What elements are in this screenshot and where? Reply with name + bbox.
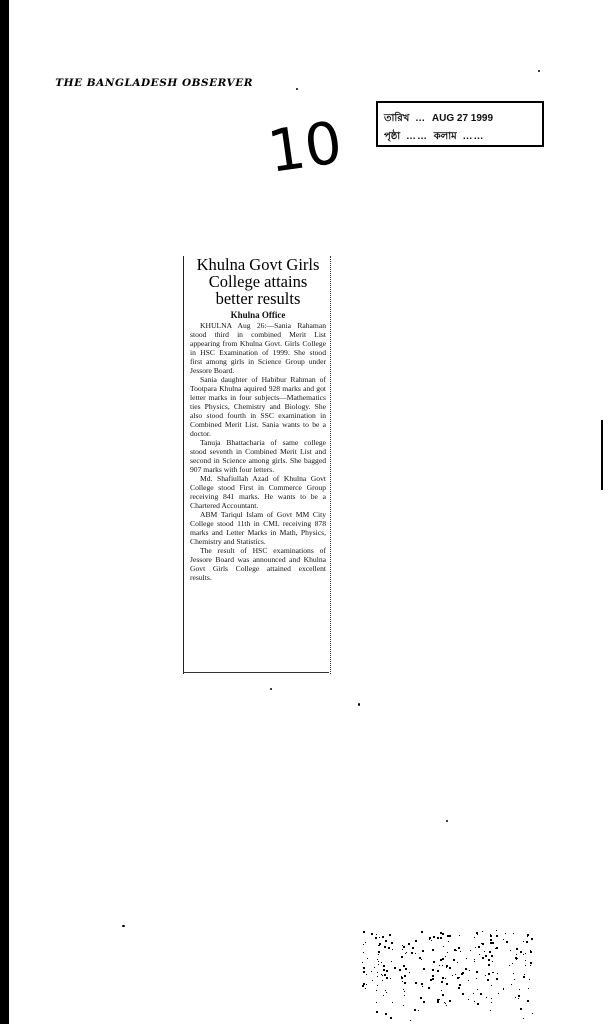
scan-noise-dot <box>458 947 460 949</box>
scan-noise-region <box>362 930 537 1024</box>
stamp-date-row: তারিখ … AUG 27 1999 <box>384 113 494 124</box>
scan-noise-dot <box>433 936 435 938</box>
scan-noise-dot <box>410 1020 411 1021</box>
scan-noise-dot <box>459 984 461 986</box>
scan-noise-dot <box>378 951 380 953</box>
scan-noise-dot <box>445 1003 446 1004</box>
scan-noise-dot <box>519 989 520 990</box>
scan-noise-dot <box>488 959 490 961</box>
scan-noise-dot <box>513 973 514 974</box>
scan-noise-dot <box>448 941 449 942</box>
scan-noise-dot <box>372 980 373 981</box>
scan-noise-dot <box>366 974 367 975</box>
scan-noise-dot <box>527 1000 529 1002</box>
stamp-column-label: কলাম <box>433 131 457 142</box>
scan-noise-dot <box>466 958 467 959</box>
scan-noise-dot <box>505 933 506 934</box>
stamp-page-label: পৃষ্ঠা <box>384 131 401 142</box>
scan-noise-dot <box>525 953 526 954</box>
scan-noise-dot <box>379 945 380 946</box>
scan-noise-dot <box>516 948 518 950</box>
scan-noise-dot <box>401 956 403 958</box>
scan-noise-dot <box>442 977 444 979</box>
scan-noise-dot <box>503 939 504 940</box>
scan-noise-dot <box>516 954 517 955</box>
scan-noise-dot <box>421 959 422 960</box>
scan-noise-dot <box>528 988 529 989</box>
scan-noise-dot <box>520 951 522 953</box>
scan-noise-dot <box>453 959 455 961</box>
scan-noise-dot <box>376 990 377 991</box>
scan-noise-dot <box>362 962 363 963</box>
scan-noise-dot <box>497 973 498 974</box>
scan-noise-dot <box>484 951 485 952</box>
scan-noise-dot <box>488 964 490 966</box>
scan-speck <box>538 70 540 72</box>
scan-noise-dot <box>447 952 448 953</box>
headline-line: College attains <box>208 272 308 291</box>
scan-noise-dot <box>422 950 424 952</box>
scan-noise-dot <box>443 946 444 947</box>
scan-noise-dot <box>474 1001 475 1002</box>
clipping-bottom-edge <box>183 672 329 673</box>
scan-noise-dot <box>378 964 379 965</box>
scan-noise-dot <box>441 981 443 983</box>
scan-noise-dot <box>491 985 492 986</box>
scan-noise-dot <box>530 950 531 951</box>
scan-noise-dot <box>474 959 475 960</box>
scan-noise-dot <box>402 949 403 950</box>
scan-noise-dot <box>523 954 524 955</box>
scan-noise-dot <box>513 933 514 934</box>
scan-noise-dot <box>391 942 393 944</box>
scan-noise-dot <box>386 977 388 979</box>
scan-noise-dot <box>476 971 478 973</box>
scan-noise-dot <box>422 986 423 987</box>
scan-noise-dot <box>456 950 457 951</box>
scan-noise-dot <box>477 1003 479 1005</box>
scan-noise-dot <box>445 978 446 979</box>
scan-noise-dot <box>402 981 403 982</box>
scan-noise-dot <box>523 1018 524 1019</box>
scan-noise-dot <box>374 967 375 968</box>
scan-noise-dot <box>403 1005 404 1006</box>
headline-line: better results <box>215 289 301 308</box>
scan-noise-dot <box>420 997 422 999</box>
scan-noise-dot <box>449 967 451 969</box>
scan-noise-dot <box>496 947 498 949</box>
scan-noise-dot <box>391 961 392 962</box>
scan-noise-dot <box>449 935 451 937</box>
scan-noise-dot <box>482 931 483 932</box>
scan-noise-dot <box>363 971 365 973</box>
scan-noise-dot <box>509 965 510 966</box>
scan-noise-dot <box>382 936 384 938</box>
scan-noise-dot <box>414 1009 416 1011</box>
scan-noise-dot <box>405 968 407 970</box>
scan-noise-dot <box>469 970 470 971</box>
scan-noise-dot <box>480 993 482 995</box>
scan-noise-dot <box>432 949 434 951</box>
scan-noise-dot <box>523 976 525 978</box>
scan-noise-dot <box>418 1010 419 1011</box>
scan-noise-dot <box>376 1011 378 1013</box>
scan-noise-dot <box>388 947 390 949</box>
scan-noise-dot <box>475 947 476 948</box>
scan-noise-dot <box>490 1010 491 1011</box>
scan-noise-dot <box>466 969 467 970</box>
scan-speck <box>270 688 272 690</box>
scan-noise-dot <box>428 987 430 989</box>
scan-noise-dot <box>365 942 366 943</box>
scan-noise-dot <box>442 933 444 935</box>
scan-noise-dot <box>415 953 416 954</box>
scan-noise-dot <box>487 979 489 981</box>
scan-noise-dot <box>376 934 377 935</box>
scan-noise-dot <box>529 979 530 980</box>
scan-noise-dot <box>530 962 532 964</box>
scan-noise-dot <box>387 971 388 972</box>
scan-noise-dot <box>377 985 378 986</box>
stamp-date-label: তারিখ <box>384 113 410 124</box>
scan-noise-dot <box>446 1005 447 1006</box>
scan-noise-dot <box>459 935 460 936</box>
scan-noise-dot <box>515 957 517 959</box>
scan-noise-dot <box>491 998 492 999</box>
scan-noise-dot <box>363 967 365 969</box>
scan-noise-dot <box>485 955 487 957</box>
scan-noise-dot <box>530 965 531 966</box>
scan-noise-dot <box>412 947 414 949</box>
scan-noise-dot <box>381 962 382 963</box>
scan-noise-dot <box>514 979 515 980</box>
scan-noise-dot <box>525 960 526 961</box>
scan-noise-dot <box>444 1002 445 1003</box>
article-paragraph: KHULNA Aug 26:—Sania Rahaman stood third in combined Merit List appearing from Khulna Govt. Girls College in HSC Examination of 1999. She stood first among girls in Science Group under Jessore Board. <box>190 321 326 375</box>
scan-noise-dot <box>365 988 366 989</box>
scan-noise-dot <box>421 931 423 933</box>
scan-noise-dot <box>476 978 477 979</box>
scan-noise-dot <box>432 969 434 971</box>
scan-noise-dot <box>485 975 486 976</box>
scan-noise-dot <box>491 1002 492 1003</box>
scan-noise-dot <box>532 1013 533 1014</box>
scan-noise-dot <box>530 951 532 953</box>
scan-noise-dot <box>430 979 432 981</box>
scan-noise-dot <box>489 951 491 953</box>
scan-noise-dot <box>511 984 512 985</box>
scan-noise-dot <box>457 962 458 963</box>
scan-noise-dot <box>437 937 439 939</box>
scan-noise-dot <box>383 965 385 967</box>
scan-noise-dot <box>474 937 475 938</box>
newspaper-masthead: THE BANGLADESH OBSERVER <box>55 78 253 89</box>
scan-noise-dot <box>526 941 528 943</box>
scan-noise-dot <box>371 933 373 935</box>
scan-noise-dot <box>362 985 364 987</box>
scan-noise-dot <box>383 969 385 971</box>
scan-noise-dot <box>492 942 494 944</box>
scan-noise-dot <box>462 972 464 974</box>
scan-noise-dot <box>400 969 401 970</box>
scan-noise-dot <box>386 992 387 993</box>
scan-noise-dot <box>423 968 425 970</box>
scan-noise-dot <box>431 940 432 941</box>
scan-speck <box>296 88 298 90</box>
scan-noise-dot <box>446 983 448 985</box>
scan-noise-dot <box>482 943 484 945</box>
scan-noise-dot <box>371 971 372 972</box>
scan-noise-dot <box>518 995 520 997</box>
date-stamp <box>376 101 544 147</box>
scan-noise-dot <box>437 970 439 972</box>
scan-noise-dot <box>433 961 435 963</box>
scan-noise-dot <box>479 954 480 955</box>
scan-noise-dot <box>496 935 498 937</box>
scan-noise-dot <box>404 975 406 977</box>
scan-noise-dot <box>429 937 431 939</box>
scan-noise-dot <box>515 997 516 998</box>
scan-noise-dot <box>486 997 487 998</box>
article-paragraph: Sania daughter of Habibur Rahman of Tootpara Khulna aquired 928 marks and got letter marks in four subjects—Mathematics ties Physics, Chemistry and Biology. She also stood fourth in SSC examination in Combined Merit List. Sania wants to be a doctor. <box>190 375 326 438</box>
scan-noise-dot <box>404 982 406 984</box>
scan-noise-dot <box>439 965 440 966</box>
scan-noise-dot <box>510 950 511 951</box>
scan-noise-dot <box>440 937 441 938</box>
scan-noise-dot <box>404 991 405 992</box>
scan-noise-dot <box>437 1001 439 1003</box>
scan-noise-dot <box>382 975 383 976</box>
scan-noise-dot <box>520 1008 522 1010</box>
scan-noise-dot <box>385 990 386 991</box>
scan-speck <box>122 925 125 927</box>
scan-noise-dot <box>406 952 407 953</box>
scan-noise-dot <box>493 972 494 973</box>
scan-noise-dot <box>363 952 364 953</box>
scan-noise-dot <box>496 978 498 980</box>
scan-noise-dot <box>408 943 410 945</box>
scan-noise-dot <box>378 954 379 955</box>
stamp-date-value: AUG 27 1999 <box>431 113 494 124</box>
scan-noise-dot <box>462 993 464 995</box>
scan-noise-dot <box>468 999 469 1000</box>
article-paragraph: ABM Tariqul Islam of Govt MM City College stood 11th in CML receiving 878 marks and Letter Marks in Math, Physics, Chemistry and Statistics. <box>190 510 326 546</box>
scan-noise-dot <box>496 930 497 931</box>
scan-noise-dot <box>379 937 380 938</box>
scan-noise-dot <box>376 1002 377 1003</box>
scan-noise-dot <box>488 973 490 975</box>
scan-noise-dot <box>491 955 493 957</box>
scan-noise-dot <box>470 950 471 951</box>
scan-noise-dot <box>404 995 405 996</box>
scan-noise-dot <box>432 978 434 980</box>
scan-noise-dot <box>384 946 386 948</box>
article-paragraph: The result of HSC examinations of Jessore Board was announced and Khulna Govt Girls College attained excellent results. <box>190 546 326 582</box>
scan-noise-dot <box>454 949 456 951</box>
scan-noise-dot <box>503 988 504 989</box>
scan-noise-dot <box>442 994 444 996</box>
handwritten-file-number: 10 <box>263 108 347 186</box>
scan-noise-dot <box>377 972 378 973</box>
scan-noise-dot <box>377 976 378 977</box>
scan-noise-dot <box>477 989 478 990</box>
scan-noise-dot <box>474 961 475 962</box>
scan-noise-dot <box>441 990 442 991</box>
news-clipping <box>183 256 331 674</box>
scan-noise-dot <box>512 963 513 964</box>
article-byline: Khulna Office <box>230 310 286 320</box>
scan-noise-dot <box>468 980 469 981</box>
article-paragraph: Tanuja Bhattacharia of same college stood seventh in Combined Merit List and second in Science among girls. She bagged 907 marks with four letters. <box>190 438 326 474</box>
scan-noise-dot <box>382 980 383 981</box>
scan-speck <box>358 703 360 706</box>
scan-noise-dot <box>490 935 492 937</box>
scan-noise-dot <box>390 978 391 979</box>
scan-noise-dot <box>401 976 402 977</box>
scan-noise-dot <box>378 961 379 962</box>
scan-noise-dot <box>455 974 456 975</box>
scan-noise-dot <box>363 983 365 985</box>
scan-noise-dot <box>518 998 519 999</box>
scan-noise-dot <box>403 989 404 990</box>
scan-noise-dot <box>389 934 391 936</box>
scan-noise-dot <box>478 946 480 948</box>
scan-noise-dot <box>527 936 528 937</box>
scan-noise-dot <box>492 961 493 962</box>
scan-noise-dot <box>379 943 381 945</box>
scan-noise-dot <box>531 938 533 940</box>
scan-noise-dot <box>366 984 367 985</box>
scan-noise-dot <box>492 972 493 973</box>
scan-noise-dot <box>394 967 396 969</box>
scan-noise-dot <box>460 951 461 952</box>
scan-noise-dot <box>506 941 508 943</box>
scan-noise-dot <box>473 993 474 994</box>
scan-noise-dot <box>409 972 410 973</box>
scan-noise-dot <box>415 940 417 942</box>
scan-noise-dot <box>503 989 504 990</box>
scan-noise-dot <box>385 940 387 942</box>
scan-noise-dot <box>392 949 393 950</box>
scan-noise-dot <box>411 952 413 954</box>
scan-noise-dot <box>363 931 365 933</box>
scan-noise-dot <box>423 1001 425 1003</box>
scan-noise-dot <box>403 946 405 948</box>
article-headline <box>190 256 326 307</box>
scan-noise-dot <box>449 1000 451 1002</box>
headline-line: Khulna Govt Girls <box>196 255 320 274</box>
scan-noise-dot <box>445 956 446 957</box>
article-paragraph: Md. Shafiullah Azad of Khulna Govt College stood First in Commerce Group receiving 841 marks. He wants to be a Chartered Accountant. <box>190 474 326 510</box>
scan-noise-dot <box>432 975 434 977</box>
scan-noise-dot <box>415 982 417 984</box>
scan-noise-dot <box>442 958 444 960</box>
scan-noise-dot <box>421 983 423 985</box>
scan-noise-dot <box>442 965 443 966</box>
stamp-page-row: পৃষ্ঠা …… কলাম …… <box>384 131 485 142</box>
scan-noise-dot <box>525 965 526 966</box>
scan-speck <box>446 820 448 822</box>
scan-noise-dot <box>403 965 405 967</box>
scan-noise-dot <box>363 944 364 945</box>
scan-noise-dot <box>390 1017 392 1019</box>
scan-noise-dot <box>458 987 460 989</box>
scan-noise-dot <box>459 977 460 978</box>
scan-noise-dot <box>523 941 524 942</box>
scan-left-edge <box>0 0 9 1024</box>
scan-noise-dot <box>375 937 377 939</box>
scan-noise-dot <box>385 1013 387 1015</box>
scan-noise-dot <box>461 973 463 975</box>
scan-noise-dot <box>383 995 384 996</box>
scan-noise-dot <box>498 993 499 994</box>
scan-noise-dot <box>367 958 368 959</box>
scan-noise-dot <box>477 934 478 935</box>
scan-noise-dot <box>482 957 484 959</box>
scan-noise-dot <box>392 1002 393 1003</box>
scan-noise-dot <box>452 975 453 976</box>
scan-right-edge-mark <box>601 420 607 490</box>
